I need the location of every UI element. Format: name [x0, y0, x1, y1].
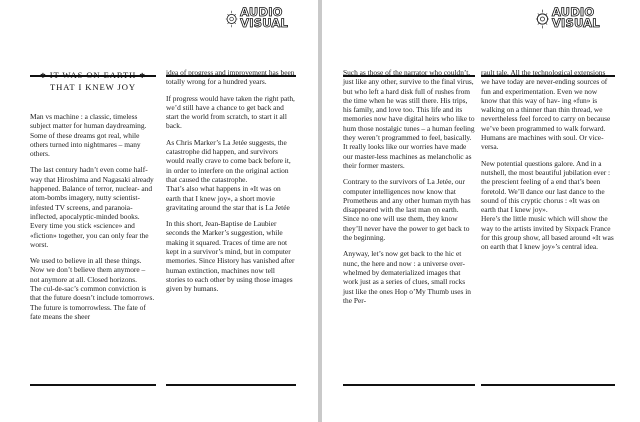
paragraph: rault tale. All the technological extensions we have today are never-ending sources of fun and experimentation. Even we now know that this way of hav- ing «fun» is walking on a thinner than thin thread, we nevertheless feel forced to carry on because we’ve been programmed to walk forward. Humans are machines with soul. Or vice-versa. [481, 68, 611, 152]
text-column-1 [30, 70, 156, 328]
paragraph: In this short, Jean-Baptise de Laubier seconds the Marker’s suggestion, while making it squared. Traces of time are not kept in a survivor’s mind, but in computer memories. Since History has vanished after human extinction, machines now tell stories to each other by using those images given by humans. [166, 219, 295, 294]
title-line-2: THAT I KNEW JOY [50, 82, 136, 92]
paragraph: Contrary to the survivors of La Jetée, our computer intelligences now know that Prometheus and any other human myth has disappeared with the last man on earth. Since no one will use them, they know they’ll never have the power to get back to the beginning. [343, 177, 471, 243]
bottom-rule [166, 384, 296, 386]
paragraph: As Chris Marker’s La Jetée suggests, the catastrophe did happen, and survivors would really crave to come back before it, in order to interfere on the original action that caused the catastrophe. [166, 137, 291, 184]
paragraph: Here’s the little music which will show the way to the artists invited by Sixpack France for this group show, all based around «It was on earth that I knew joy»’s central idea. [481, 214, 614, 252]
page-header [535, 4, 640, 30]
bottom-rule [481, 384, 615, 386]
right-page [322, 0, 640, 422]
paragraph: If progress would have taken the right path, we’d still have a chance to get back and start the world from scratch, to start it all back. [166, 93, 295, 131]
paragraph: New potential questions galore. And in a nutshell, the most beautiful jubilation ever : the prescient feeling of a end that’s been foretold. We’ll dance our last dance to the sound of this cryptic chorus : «It was on earth that I knew joy». [481, 158, 611, 215]
text-column-4 [481, 68, 615, 259]
paragraph: That’s also what happens in «It was on earth that I knew joy», a short movie gravitating around the star that is La Jetée [166, 184, 290, 212]
paragraph: The last century hadn’t even come half-way that Hiroshima and Nagasaki already happened. Balance of terror, nuclear- and atom-bombs imagery, nutty scientist-infested TV screens, and paranoia-inflected, apocalyptic-minded books. Every time you stick «science» and «fiction» together, you can only fear the worst. [30, 165, 154, 249]
paragraph: Man vs machine : a classic, timeless subject matter for human daydreaming. Some of these dreams got real, while others turned into nightmares – many others. [30, 112, 147, 159]
page-header [225, 4, 318, 30]
paragraph: Anyway, let’s now get back to the hic et nunc, the here and now : a universe over-whelmed by dematerialized images that work just as a series of clues, small rocks just like the ones Hop o’My Thumb uses in the Per- [343, 249, 471, 305]
paragraph: We used to believe in all these things. Now we don’t believe them anymore – not anymore at all. Closed horizons. [30, 256, 146, 284]
article-title [30, 70, 156, 93]
paragraph: Such as those of the narrator who couldn’t, just like any other, survive to the final virus, but who left a hard disk full of rushes from the time when he was still there. His trips, his family, and love too. This life and its memories now have digital heirs who like to hum those nostalgic tunes – a human feeling they weren’t programmed to feel, basically. It really looks like our worries have made our master-less machines as melancholic as their former masters. [343, 68, 475, 170]
star-ornament-icon: ✱ [139, 72, 147, 80]
star-ornament-icon: ✱ [39, 72, 47, 80]
brand-name: AUDIO VISUAL [240, 5, 289, 30]
sunburst-logo-icon [225, 8, 238, 30]
sunburst-logo-icon [535, 8, 550, 30]
text-column-2 [166, 68, 296, 301]
paragraph: The cul-de-sac’s common conviction is that the future doesn’t include tomorrows. The future is tomorrowless. The fate of fate means the sheer [30, 284, 155, 321]
text-column-3 [343, 68, 475, 312]
bottom-rule [343, 384, 475, 386]
title-line-1: IT WAS ON EARTH [49, 70, 137, 80]
paragraph: idea of progress and improvement has been totally wrong for a hundred years. [166, 68, 295, 87]
brand-name: AUDIO VISUAL [551, 5, 600, 30]
left-page [0, 0, 318, 422]
bottom-rule [30, 384, 156, 386]
